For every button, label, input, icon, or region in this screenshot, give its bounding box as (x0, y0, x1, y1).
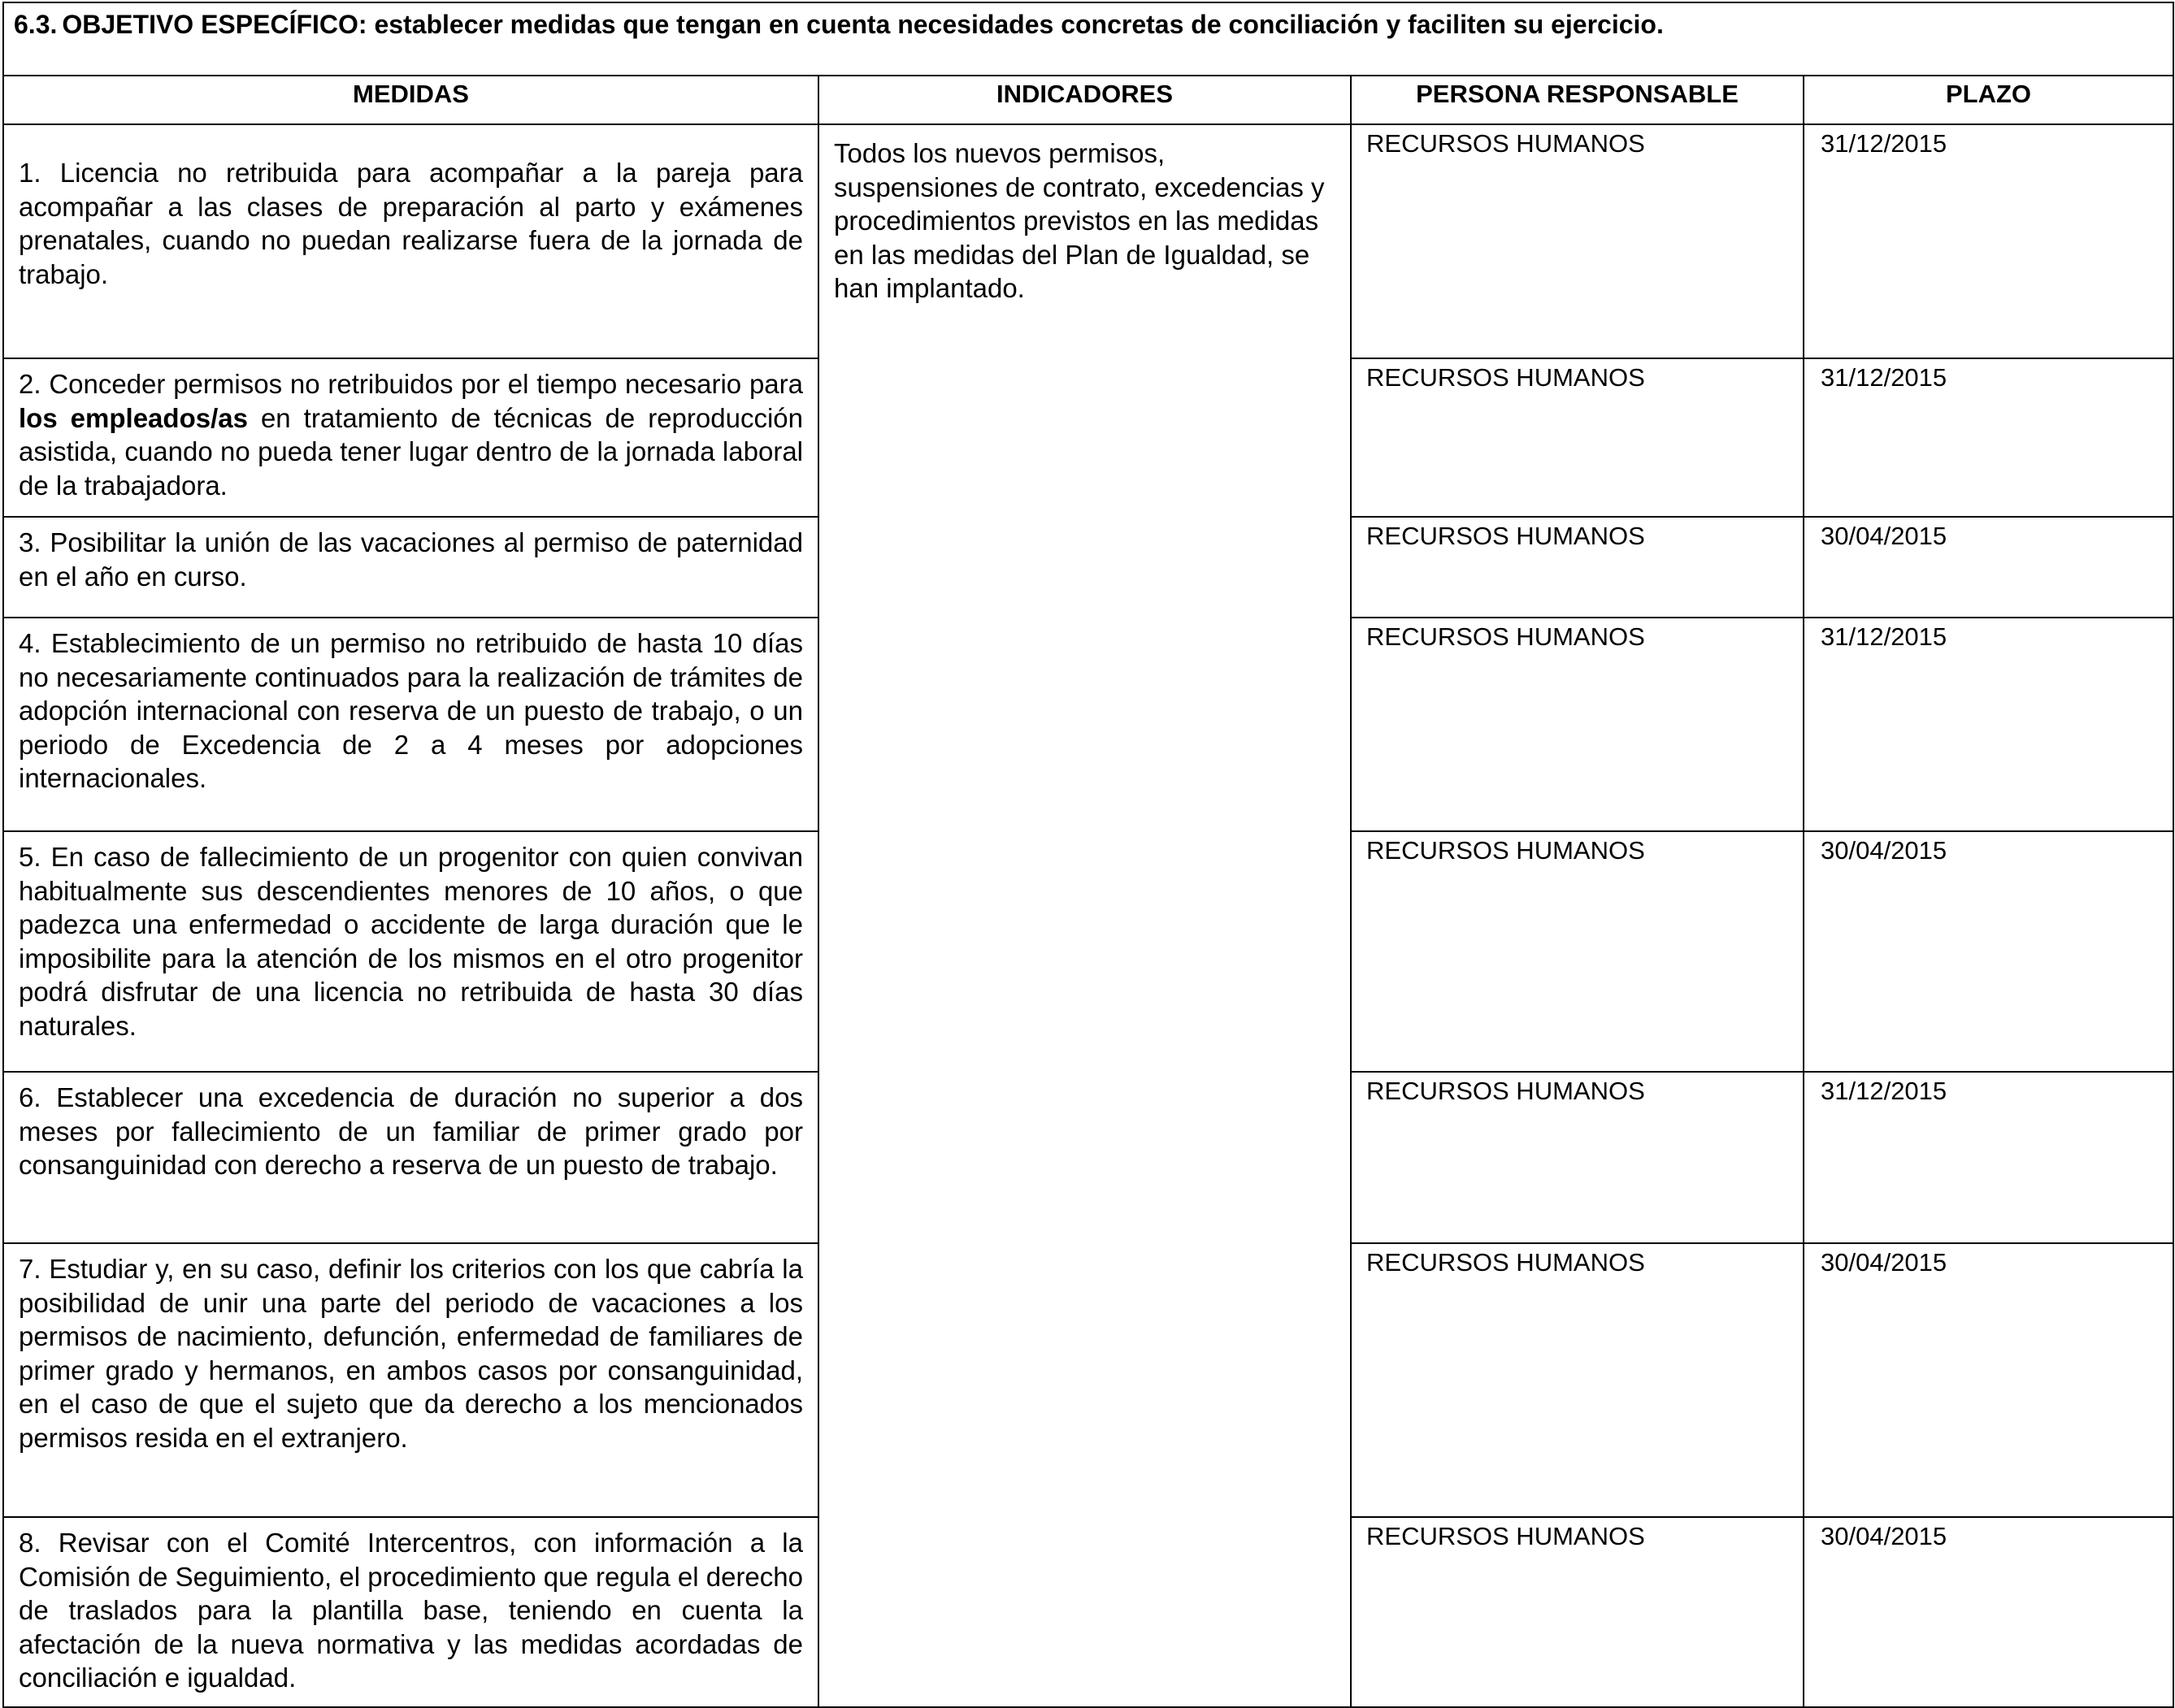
measure-text: 3. Posibilitar la unión de las vacaciones al permiso de paternidad en el año en curso. (19, 527, 803, 592)
measure-cell (3, 517, 818, 618)
measure-text-emphasis: los empleados/as (19, 402, 248, 433)
deadline-cell: 30/04/2015 (1804, 1517, 2173, 1707)
measure-text (19, 359, 803, 502)
responsible-cell: RECURSOS HUMANOS (1351, 618, 1804, 831)
indicators-cell: Todos los nuevos permisos, suspensiones de contrato, excedencias y procedimientos previstos en las medidas en las medidas del Plan de Igualdad, se han implantado. (818, 124, 1351, 1707)
measure-cell (3, 358, 818, 517)
deadline-cell: 31/12/2015 (1804, 1072, 2173, 1243)
measure-text: 6. Establecer una excedencia de duración no superior a dos meses por fallecimiento de un familiar de primer grado por consanguinidad con derecho a reserva de un puesto de trabajo. (19, 1082, 803, 1180)
measure-cell (3, 831, 818, 1072)
responsible-cell: RECURSOS HUMANOS (1351, 1243, 1804, 1517)
responsible-cell: RECURSOS HUMANOS (1351, 517, 1804, 618)
responsible-cell: RECURSOS HUMANOS (1351, 358, 1804, 517)
column-header-measures: MEDIDAS (3, 76, 818, 124)
measure-text: 5. En caso de fallecimiento de un progenitor con quien convivan habitualmente sus descendientes menores de 10 años, o que padezca una enfermedad o accidente de larga duración que le imposibilite para la atención de los mismos en el otro progenitor podrá disfrutar de una licencia no retribuida de hasta 30 días naturales. (19, 842, 803, 1041)
measure-cell (3, 1517, 818, 1707)
responsible-cell: RECURSOS HUMANOS (1351, 124, 1804, 358)
measure-text: 7. Estudiar y, en su caso, definir los criterios con los que cabría la posibilidad de unir una parte del periodo de vacaciones a los permisos de nacimiento, defunción, enfermedad de familiares de primer grado y hermanos, en ambos casos por consanguinidad, en el caso de que el sujeto que da derecho a los mencionados permisos resida en el extranjero. (19, 1254, 803, 1453)
objective-heading (3, 2, 2173, 76)
table-row (3, 124, 2173, 358)
deadline-cell: 31/12/2015 (1804, 618, 2173, 831)
measures-table (2, 2, 2174, 1708)
measure-cell (3, 618, 818, 831)
measure-cell (3, 1243, 818, 1517)
column-header-deadline: PLAZO (1804, 76, 2173, 124)
measure-text-part: en tratamiento de técnicas de reproducción asistida, cuando no pueda tener lugar dentro de la jornada laboral de la trabajadora. (19, 402, 803, 501)
responsible-cell: RECURSOS HUMANOS (1351, 831, 1804, 1072)
measure-cell (3, 124, 818, 358)
deadline-cell: 30/04/2015 (1804, 831, 2173, 1072)
deadline-cell: 30/04/2015 (1804, 1243, 2173, 1517)
objective-text: OBJETIVO ESPECÍFICO: establecer medidas que tengan en cuenta necesidades concretas de conciliación y faciliten su ejercicio. (62, 10, 1664, 39)
measure-text-part: 2. Conceder permisos no retribuidos por el tiempo necesario para (19, 369, 803, 399)
measure-text: 8. Revisar con el Comité Intercentros, con información a la Comisión de Seguimiento, el procedimiento que regula el derecho de traslados para la plantilla base, teniendo en cuenta la afectación de la nueva normativa y las medidas acordadas de conciliación e igualdad. (19, 1528, 803, 1693)
objective-number: 6.3. (14, 10, 58, 39)
measure-text: 1. Licencia no retribuida para acompañar a la pareja para acompañar a las clases de preparación al parto y exámenes prenatales, cuando no puedan realizarse fuera de la jornada de trabajo. (19, 158, 803, 289)
column-header-row (3, 76, 2173, 124)
responsible-cell: RECURSOS HUMANOS (1351, 1072, 1804, 1243)
measure-cell (3, 1072, 818, 1243)
column-header-responsible: PERSONA RESPONSABLE (1351, 76, 1804, 124)
deadline-cell: 31/12/2015 (1804, 358, 2173, 517)
objective-row (3, 2, 2173, 76)
column-header-indicators: INDICADORES (818, 76, 1351, 124)
measure-text: 4. Establecimiento de un permiso no retribuido de hasta 10 días no necesariamente continuados para la realización de trámites de adopción internacional con reserva de un puesto de trabajo, o un periodo de Excedencia de 2 a 4 meses por adopciones internacionales. (19, 628, 803, 793)
deadline-cell: 31/12/2015 (1804, 124, 2173, 358)
responsible-cell: RECURSOS HUMANOS (1351, 1517, 1804, 1707)
deadline-cell: 30/04/2015 (1804, 517, 2173, 618)
